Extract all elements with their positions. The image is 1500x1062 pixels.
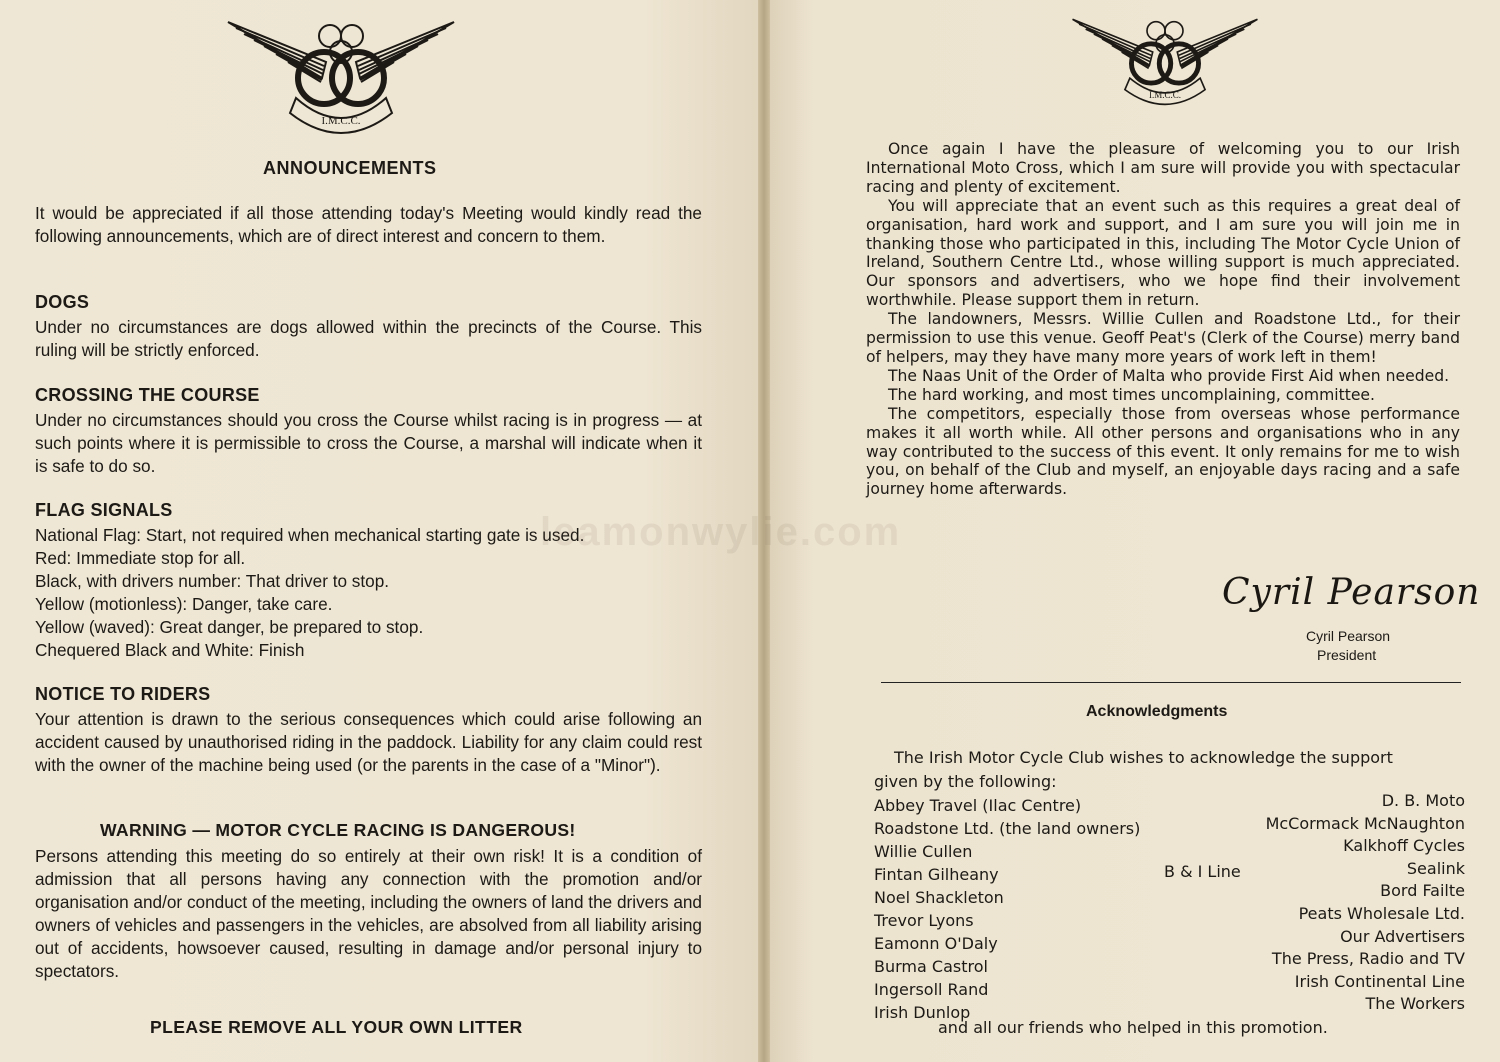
- sponsor-item: Our Advertisers: [1340, 926, 1465, 946]
- litter-notice: PLEASE REMOVE ALL YOUR OWN LITTER: [150, 1017, 523, 1037]
- logo-caption-left: I.M.C.C.: [321, 115, 361, 127]
- announcements-heading: ANNOUNCEMENTS: [263, 158, 437, 178]
- letter-paragraph: The hard working, and most times uncomplaining, committee.: [888, 385, 1375, 404]
- presidents-letter: [866, 140, 1460, 499]
- flag-signal-line: Yellow (waved): Great danger, be prepared to stop.: [35, 617, 424, 637]
- flag-signal-line: Chequered Black and White: Finish: [35, 640, 305, 660]
- sponsor-item: B & I Line: [1164, 862, 1241, 881]
- flag-signal-line: National Flag: Start, not required when mechanical starting gate is used.: [35, 525, 585, 545]
- sponsor-item: Kalkhoff Cycles: [1343, 836, 1465, 856]
- riders-body: Your attention is drawn to the serious consequences which could arise following an accident caused by unauthorised riding in the paddock. Liability for any claim could rest with the owner of the machine being used (or the parents in the case of a "Minor").: [35, 709, 702, 775]
- logo-caption-right: I.M.C.C.: [1148, 89, 1182, 100]
- imcc-winged-logo-right: [1065, 16, 1265, 106]
- flag-signals-title: FLAG SIGNALS: [35, 500, 173, 520]
- sponsor-item: Trevor Lyons: [874, 911, 974, 930]
- warning-title: WARNING — MOTOR CYCLE RACING IS DANGEROUS!: [100, 820, 576, 840]
- acknowledgments-heading: Acknowledgments: [1086, 703, 1228, 720]
- sponsor-item: Burma Castrol: [874, 957, 988, 976]
- sponsor-item: Fintan Gilheany: [874, 865, 999, 884]
- sponsor-item: Noel Shackleton: [874, 888, 1004, 907]
- acknowledgments-intro: [874, 746, 1464, 794]
- ack-intro-line: The Irish Motor Cycle Club wishes to acknowledge the support: [894, 748, 1393, 767]
- sponsor-item: Abbey Travel (Ilac Centre): [874, 796, 1082, 815]
- sponsor-item: Sealink: [1406, 858, 1465, 878]
- crossing-body: Under no circumstances should you cross the Course whilst racing is in progress — at such points where it is permissible to cross the Course, a marshal will indicate when it is safe to do so.: [35, 410, 702, 476]
- sponsor-item: Willie Cullen: [874, 842, 973, 861]
- letter-paragraph: Once again I have the pleasure of welcoming you to our Irish International Moto Cross, which I am sure will provide you with spectacular racing and plenty of excitement.: [866, 140, 1460, 196]
- sponsor-item: The Press, Radio and TV: [1271, 949, 1465, 969]
- riders-title: NOTICE TO RIDERS: [35, 684, 211, 704]
- sponsor-item: Ingersoll Rand: [874, 980, 989, 999]
- sponsor-item: Roadstone Ltd. (the land owners): [874, 819, 1141, 838]
- acknowledgments-closing: and all our friends who helped in this promotion.: [938, 1018, 1328, 1037]
- letter-paragraph: The competitors, especially those from overseas whose performance makes it all worth while. All other persons and organisations who in any way contributed to the success of this event. It only remains for me to wish you, on behalf of the Club and myself, an enjoyable days racing and a safe journey home afterwards.: [866, 404, 1460, 499]
- handwritten-signature: Cyril Pearson: [1222, 572, 1481, 613]
- dogs-title: DOGS: [35, 292, 90, 312]
- announcements-intro: It would be appreciated if all those attending today's Meeting would kindly read the following announcements, which are of direct interest and concern to them.: [35, 203, 702, 246]
- crossing-title: CROSSING THE COURSE: [35, 385, 260, 405]
- dogs-body: Under no circumstances are dogs allowed within the precincts of the Course. This ruling will be strictly enforced.: [35, 317, 702, 360]
- letter-paragraph: The Naas Unit of the Order of Malta who provide First Aid when needed.: [888, 366, 1450, 385]
- sponsor-item: The Workers: [1365, 994, 1465, 1014]
- imcc-winged-logo-left: [226, 18, 456, 138]
- ack-intro-line: given by the following:: [874, 772, 1057, 791]
- flag-signal-line: Red: Immediate stop for all.: [35, 548, 246, 568]
- acknowledgments-right-column: [1266, 790, 1465, 1016]
- acknowledgments-left-column: [874, 794, 1140, 1024]
- warning-body: Persons attending this meeting do so entirely at their own risk! It is a condition of admission that all persons having any connection with the promotion and/or organisation and/or conduct of the meeting, including the owners of land the drivers and owners of vehicles and passengers in the vehicles, are absolved from all liability arising out of accidents, howsoever caused, resulting in damage and/or personal injury to spectators.: [35, 846, 702, 981]
- letter-paragraph: You will appreciate that an event such as this requires a great deal of organisation, hard work and support, and I am sure you will join me in thanking those who participated in this, including The Motor Cycle Union of Ireland, Southern Centre Ltd., whose willing support is much appreciated. Our sponsors and advertisers, who we hope find their involvement worthwhile. Please support them in return.: [866, 196, 1460, 310]
- flag-signal-line: Black, with drivers number: That driver to stop.: [35, 571, 390, 591]
- sponsor-item: Bord Failte: [1380, 881, 1465, 901]
- letter-paragraph: The landowners, Messrs. Willie Cullen and Roadstone Ltd., for their permission to use this venue. Geoff Peat's (Clerk of the Course) merry band of helpers, may they have many more years of work left in them!: [866, 310, 1460, 366]
- signatory-title: President: [1317, 647, 1377, 663]
- signatory-name: Cyril Pearson: [1306, 628, 1391, 644]
- flag-signal-line: Yellow (motionless): Danger, take care.: [35, 594, 333, 614]
- watermark: leamonwylie.com: [540, 510, 902, 554]
- section-divider: [881, 682, 1461, 683]
- sponsor-item: Irish Dunlop: [874, 1003, 971, 1022]
- sponsor-item: D. B. Moto: [1381, 791, 1465, 810]
- sponsor-item: Eamonn O'Daly: [874, 934, 998, 953]
- sponsor-item: Irish Continental Line: [1294, 971, 1465, 991]
- sponsor-item: McCormack McNaughton: [1265, 813, 1465, 833]
- sponsor-item: Peats Wholesale Ltd.: [1298, 903, 1465, 923]
